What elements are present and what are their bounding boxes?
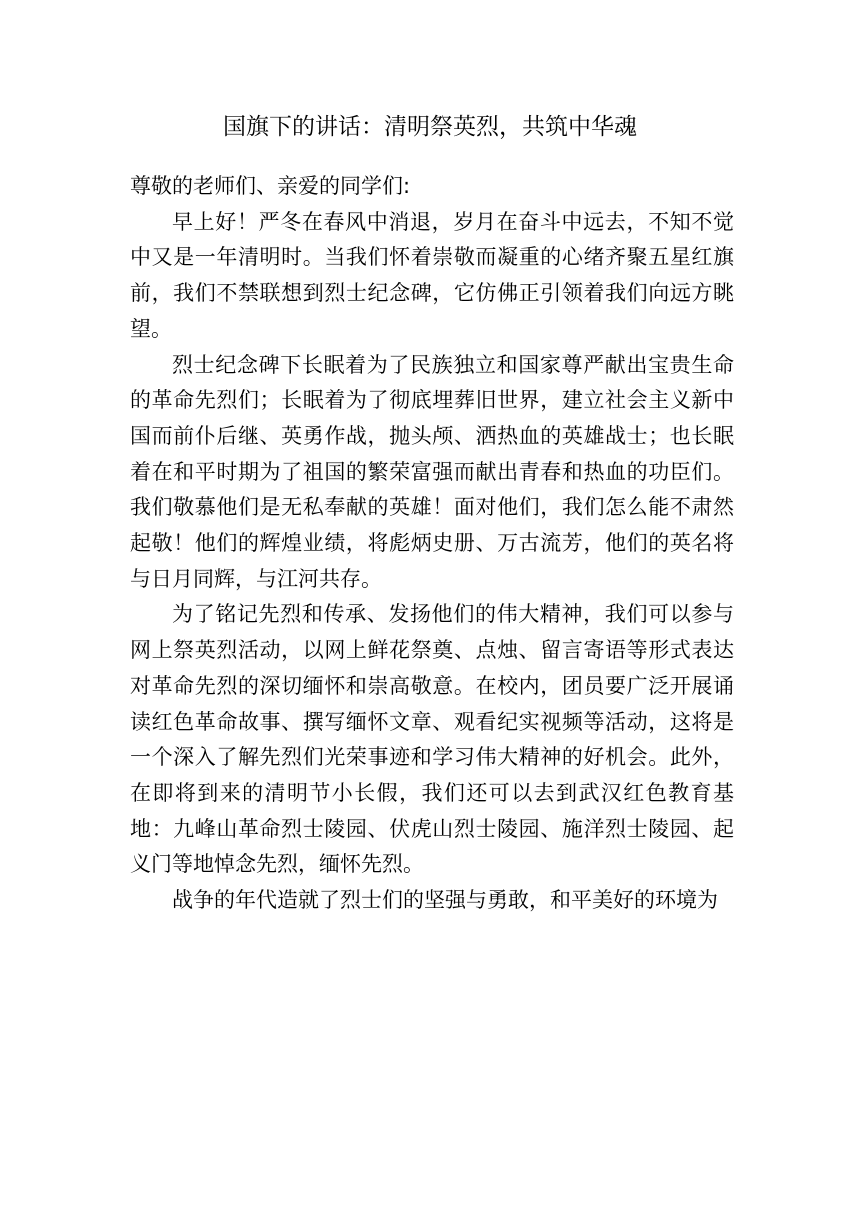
paragraph-3: 为了铭记先烈和传承、发扬他们的伟大精神，我们可以参与网上祭英烈活动，以网上鲜花祭奠、点烛、留言寄语等形式表达对革命先烈的深切缅怀和崇高敬意。在校内，团员要广泛开展诵读红色革命故事、撰写缅怀文章、观看纪实视频等活动，这将是一个深入了解先烈们光荣事迹和学习伟大精神的好机会。此外，在即将到来的清明节小长假，我们还可以去到武汉红色教育基地：九峰山革命烈士陵园、伏虎山烈士陵园、施洋烈士陵园、起义门等地悼念先烈，缅怀先烈。 (130, 602, 734, 877)
document-body (130, 169, 734, 919)
paragraph-2: 烈士纪念碑下长眠着为了民族独立和国家尊严献出宝贵生命的革命先烈们；长眠着为了彻底埋葬旧世界，建立社会主义新中国而前仆后继、英勇作战，抛头颅、洒热血的英雄战士；也长眠着在和平时期为了祖国的繁荣富强而献出青春和热血的功臣们。我们敬慕他们是无私奉献的英雄！面对他们，我们怎么能不肃然起敬！他们的辉煌业绩，将彪炳史册、万古流芳，他们的英名将与日月同辉，与江河共存。 (130, 352, 734, 591)
paragraph-4: 战争的年代造就了烈士们的坚强与勇敢，和平美好的环境为 (172, 888, 718, 913)
document-title: 国旗下的讲话：清明祭英烈，共筑中华魂 (223, 114, 637, 140)
paragraph-1: 早上好！严冬在春风中消退，岁月在奋斗中远去，不知不觉中又是一年清明时。当我们怀着崇敬而凝重的心绪齐聚五星红旗前，我们不禁联想到烈士纪念碑，它仿佛正引领着我们向远方眺望。 (130, 209, 734, 341)
greeting-line: 尊敬的老师们、亲爱的同学们: (130, 174, 411, 198)
